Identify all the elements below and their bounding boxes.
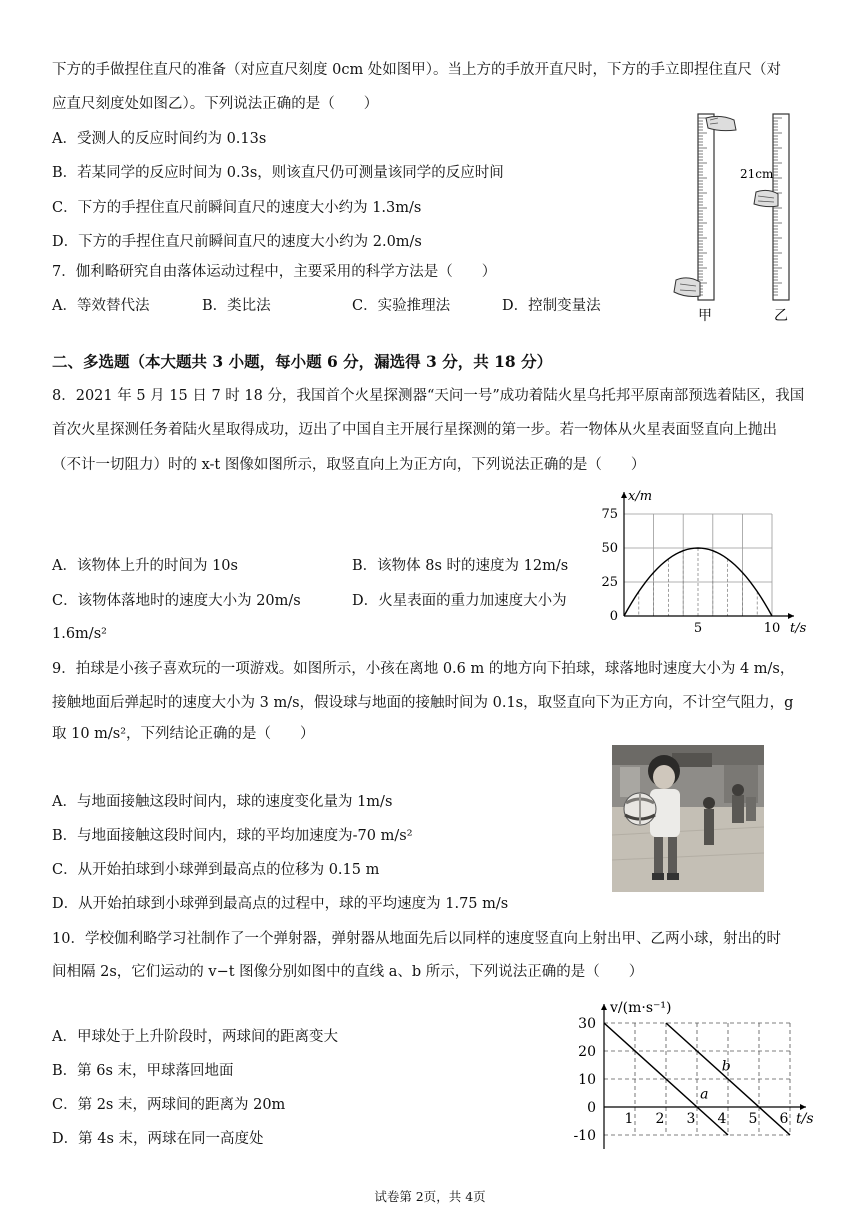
xt-y-tick-label: 0 <box>609 609 618 624</box>
q9-option-b: B．与地面接触这段时间内，球的平均加速度为-70 m/s² <box>52 828 413 844</box>
vt-y-axis-label: v/(m·s⁻¹) <box>610 1000 672 1016</box>
q6-stem-line1: 下方的手做捏住直尺的准备（对应直尺刻度 0cm 处如图甲）。当上方的手放开直尺时，下方的手立即捏住直尺（对 <box>52 62 782 78</box>
q10-stem-line1: 10．学校伽利略学习社制作了一个弹射器，弹射器从地面先后以同样的速度竖直向上射出甲、乙两小球，射出的时 <box>52 931 781 947</box>
q8-option-d-continued: 1.6m/s² <box>52 626 107 642</box>
q10-stem-line2: 间相隔 2s，它们运动的 v−t 图像分别如图中的直线 a、b 所示，下列说法正确的是（ ） <box>52 964 644 980</box>
xt-chart <box>598 486 820 636</box>
xt-x-arrow <box>788 613 794 619</box>
q8-stem-line1: 8．2021 年 5 月 15 日 7 时 18 分，我国首个火星探测器“天问一号”成功着陆火星乌托邦平原南部预选着陆区，我国 <box>52 388 805 404</box>
figure-label-jia: 甲 <box>698 308 712 324</box>
q9-option-c: C．从开始拍球到小球弹到最高点的位移为 0.15 m <box>52 862 380 878</box>
xt-y-tick-label: 25 <box>601 575 618 590</box>
q8-option-d: D．火星表面的重力加速度大小为 <box>352 593 567 609</box>
q9-stem-line3: 取 10 m/s²，下列结论正确的是（ ） <box>52 726 315 742</box>
ruler-mark-label: 21cm <box>740 167 774 181</box>
q9-stem-line1: 9．拍球是小孩子喜欢玩的一项游戏。如图所示，小孩在离地 0.6 m 的地方向下拍球，球落地时速度大小为 4 m/s， <box>52 661 795 677</box>
q6-option-b: B．若某同学的反应时间为 0.3s，则该直尺仍可测量该同学的反应时间 <box>52 165 504 181</box>
q9-option-a: A．与地面接触这段时间内，球的速度变化量为 1m/s <box>52 794 393 810</box>
vt-y-tick-label: 0 <box>587 1100 596 1116</box>
vt-x-arrow <box>800 1104 806 1110</box>
vt-x-tick-label: 2 <box>655 1111 665 1127</box>
q8-option-a: A．该物体上升的时间为 10s <box>52 558 238 574</box>
xt-y-arrow <box>621 492 627 498</box>
vt-y-tick-label: 30 <box>578 1016 596 1032</box>
q6-stem-line2: 应直尺刻度处如图乙）。下列说法正确的是（ ） <box>52 96 379 112</box>
xt-x-tick-label: 5 <box>693 621 703 636</box>
figure-label-yi: 乙 <box>774 308 788 324</box>
vt-y-tick-label: 20 <box>578 1044 596 1060</box>
vt-x-tick-label: 1 <box>624 1111 634 1127</box>
page-footer: 试卷第 2页，共 4页 <box>374 1189 486 1204</box>
vt-y-tick-label: 10 <box>578 1072 596 1088</box>
vt-series-label-a: a <box>700 1086 709 1103</box>
vt-chart <box>566 996 830 1156</box>
vt-y-arrow <box>601 1004 607 1010</box>
q10-option-a: A．甲球处于上升阶段时，两球间的距离变大 <box>52 1029 338 1045</box>
q7-option-c: C．实验推理法 <box>352 298 451 314</box>
q9-stem-line2: 接触地面后弹起时的速度大小为 3 m/s，假设球与地面的接触时间为 0.1s，取竖直向下为正方向，不计空气阻力，g <box>52 695 794 711</box>
vt-series-label-b: b <box>721 1058 731 1075</box>
vt-x-tick-label: 5 <box>748 1111 758 1127</box>
xt-y-axis-label: x/m <box>628 489 653 504</box>
q10-option-b: B．第 6s 末，甲球落回地面 <box>52 1063 234 1079</box>
section-heading: 二、多选题（本大题共 3 小题，每小题 6 分，漏选得 3 分，共 18 分） <box>52 352 553 371</box>
xt-y-tick-label: 75 <box>601 507 618 522</box>
q8-stem-line2: 首次火星探测任务着陆火星取得成功，迈出了中国自主开展行星探测的第一步。若一物体从火星表面竖直向上抛出 <box>52 422 777 438</box>
vt-y-tick-label: -10 <box>573 1128 596 1144</box>
q7-option-b: B．类比法 <box>202 298 271 314</box>
xt-x-axis-label: t/s <box>790 621 807 636</box>
q10-option-d: D．第 4s 末，两球在同一高度处 <box>52 1131 264 1147</box>
q8-stem-line3: （不计一切阻力）时的 x-t 图像如图所示，取竖直向上为正方向，下列说法正确的是（ ） <box>52 457 646 473</box>
vt-x-tick-label: 6 <box>779 1111 789 1127</box>
child-ball-photo <box>612 745 764 892</box>
vt-x-tick-label: 4 <box>717 1111 727 1127</box>
q6-option-d: D．下方的手捏住直尺前瞬间直尺的速度大小约为 2.0m/s <box>52 234 422 250</box>
q9-option-d: D．从开始拍球到小球弹到最高点的过程中，球的平均速度为 1.75 m/s <box>52 896 509 912</box>
ruler-figure <box>670 110 820 325</box>
vt-x-tick-label: 3 <box>686 1111 696 1127</box>
q10-option-c: C．第 2s 末，两球间的距离为 20m <box>52 1097 286 1113</box>
q8-option-c: C．该物体落地时的速度大小为 20m/s <box>52 593 301 609</box>
vt-x-axis-label: t/s <box>796 1111 814 1127</box>
q6-option-c: C．下方的手捏住直尺前瞬间直尺的速度大小约为 1.3m/s <box>52 200 422 216</box>
q8-option-b: B．该物体 8s 时的速度为 12m/s <box>352 558 569 574</box>
xt-y-tick-label: 50 <box>601 541 618 556</box>
q7-option-d: D．控制变量法 <box>502 298 601 314</box>
xt-x-tick-label: 10 <box>763 621 781 636</box>
q6-option-a: A．受测人的反应时间约为 0.13s <box>52 131 267 147</box>
q7-option-a: A．等效替代法 <box>52 298 150 314</box>
q7-stem: 7．伽利略研究自由落体运动过程中，主要采用的科学方法是（ ） <box>52 264 497 280</box>
